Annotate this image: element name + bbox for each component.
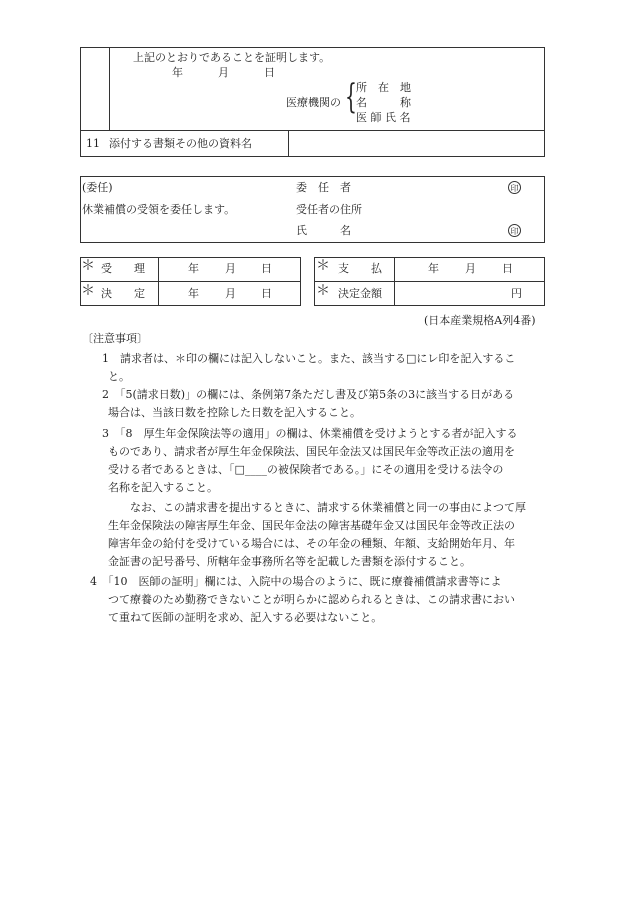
attachments-label: 添付する書類その他の資料名: [109, 137, 252, 150]
note-line: 金証書の記号番号、所轄年金事務所名等を記載した書類を添付すること。: [108, 555, 471, 568]
note-line: 名称を記入すること。: [108, 481, 218, 494]
payment-month: 月: [465, 262, 476, 275]
notes-heading: 〔注意事項〕: [82, 332, 148, 345]
note-line: 受ける者であるときは、「□____の被保険者である。」にその適用を受ける法令の: [108, 463, 504, 476]
note-line: 1 請求者は、＊印の欄には記入しないこと。また、該当する□にレ印を記入するこ: [102, 352, 516, 365]
payment-day: 日: [502, 262, 513, 275]
payment-star: ＊: [316, 258, 330, 274]
note-line: 4 「10 医師の証明」欄には、入院中の場合のように、既に療養補償請求書等によ: [90, 575, 502, 588]
name-label: 名 称: [356, 96, 411, 109]
certification-year: 年: [172, 66, 183, 79]
decision-year: 年: [188, 287, 199, 300]
amount-star: ＊: [316, 283, 330, 299]
doctor-name-label: 医 師 氏 名: [356, 111, 411, 124]
note-line: ものであり、請求者が厚生年金保険法、国民年金法又は国民年金等改正法の適用を: [108, 445, 515, 458]
attachments-field[interactable]: [292, 137, 540, 151]
receipt-month: 月: [225, 262, 236, 275]
note-line: なお、この請求書を提出するときに、請求する休業補償と同一の事由によつて厚: [130, 501, 526, 514]
office-right-row-divider: [314, 281, 545, 282]
receipt-day: 日: [261, 262, 272, 275]
certification-statement: 上記のとおりであることを証明します。: [133, 51, 331, 64]
delegatee-address-label: 受任者の住所: [296, 203, 362, 216]
decision-day: 日: [261, 287, 272, 300]
attachments-divider: [288, 130, 289, 157]
location-label: 所 在 地: [356, 81, 411, 94]
payment-year: 年: [428, 262, 439, 275]
delegator-label: 委 任 者: [296, 181, 351, 194]
note-line: て重ねて医師の証明を求め、記入する必要はないこと。: [108, 611, 383, 624]
amount-yen: 円: [511, 287, 522, 300]
delegation-statement: 休業補償の受領を委任します。: [82, 203, 236, 216]
certification-day: 日: [264, 66, 275, 79]
note-line: 生年金保険法の障害厚生年金、国民年金法の障害基礎年金又は国民年金等改正法の: [108, 519, 515, 532]
paper-standard: (日本産業規格A列4番): [424, 314, 536, 327]
amount-label: 決定金額: [338, 287, 382, 300]
delegator-seal-icon: 印: [508, 181, 521, 194]
receipt-star: ＊: [81, 258, 95, 274]
institution-brace: {: [345, 77, 357, 117]
office-right-col-divider: [394, 257, 395, 306]
delegatee-seal-icon: 印: [508, 224, 521, 237]
certification-left-divider: [109, 47, 110, 131]
note-line: つて療養のため勤務できないことが明らかに認められるときは、この請求書におい: [108, 593, 515, 606]
office-left-col-divider: [158, 257, 159, 306]
decision-month: 月: [225, 287, 236, 300]
office-left-row-divider: [80, 281, 301, 282]
decision-label: 決 定: [101, 287, 145, 300]
attachments-number: 11: [86, 137, 100, 150]
delegatee-name-label: 氏 名: [296, 224, 351, 237]
decision-star: ＊: [81, 283, 95, 299]
certification-month: 月: [218, 66, 229, 79]
note-line: と。: [108, 370, 130, 383]
receipt-label: 受 理: [101, 262, 145, 275]
delegation-heading: (委任): [82, 181, 113, 194]
certification-row-divider: [80, 130, 545, 131]
note-line: 3 「8 厚生年金保険法等の適用」の欄は、休業補償を受けようとする者が記入する: [102, 427, 518, 440]
institution-label: 医療機関の: [286, 96, 341, 109]
note-line: 2 「5(請求日数)」の欄には、条例第7条ただし書及び第5条の3に該当する日がある: [102, 388, 515, 401]
receipt-year: 年: [188, 262, 199, 275]
note-line: 場合は、当該日数を控除した日数を記入すること。: [108, 406, 361, 419]
payment-label: 支 払: [338, 262, 382, 275]
note-line: 障害年金の給付を受けている場合には、その年金の種類、年額、支給開始年月、年: [108, 537, 515, 550]
